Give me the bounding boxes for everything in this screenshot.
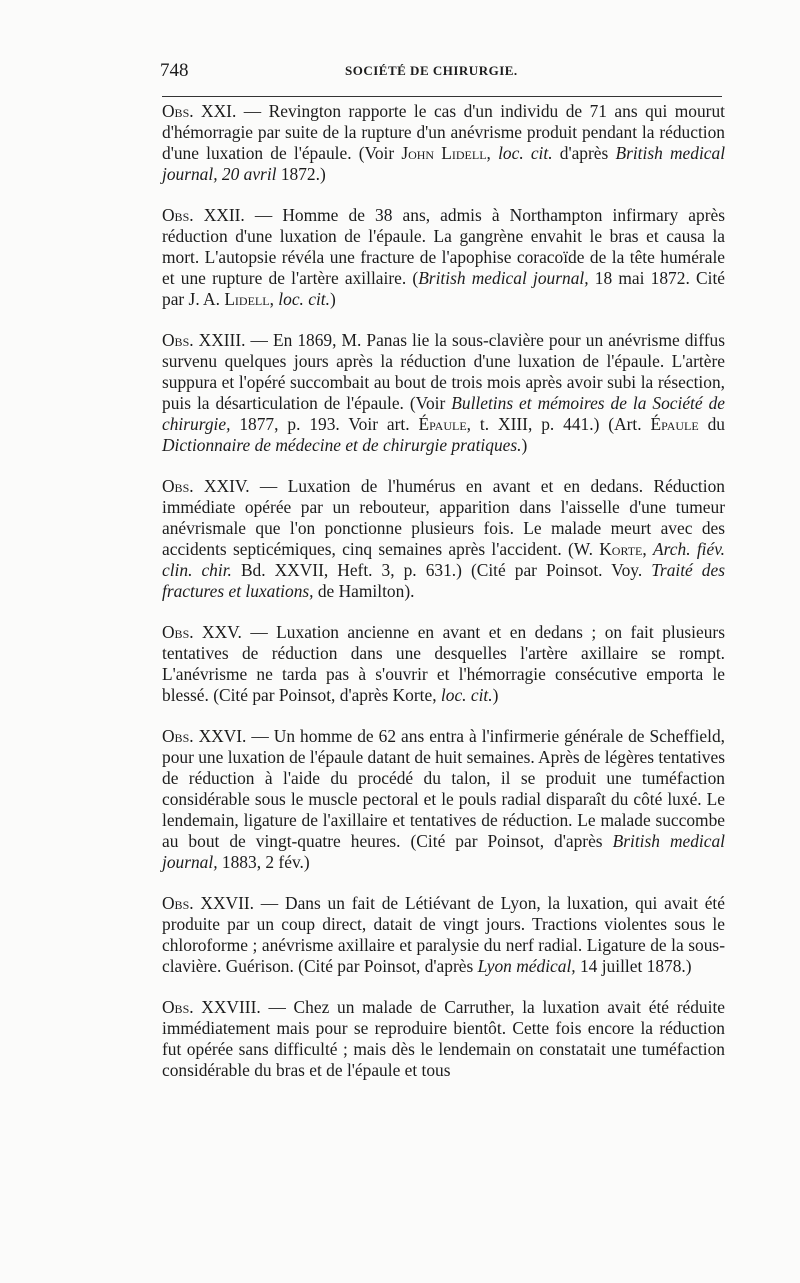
observation-text: d'après xyxy=(552,143,616,163)
observation-text: , t. XIII, p. 441.) (Art. xyxy=(466,414,651,434)
header-rule xyxy=(162,96,722,97)
running-head: SOCIÉTÉ DE CHIRURGIE. xyxy=(345,63,518,78)
body-text xyxy=(162,101,725,1101)
author-name: Korte xyxy=(599,539,643,559)
author-name: John Lidell xyxy=(401,143,487,163)
citation: British medical journal, xyxy=(162,831,726,872)
observation-text: — Revington rapporte le cas d'un individu de 71 ans qui mourut d'hémorragie par suite de la rupture d'un anévrisme produit pendant la réduction d'une luxation de l'épaule. (Voir xyxy=(162,101,725,163)
observation-xxii xyxy=(162,205,725,310)
citation: loc. cit. xyxy=(498,143,553,163)
observation-text: , xyxy=(269,289,279,309)
observation-xxiv xyxy=(162,476,725,602)
observation-label: Obs. XXIII. xyxy=(162,330,246,350)
author-name: Épaule xyxy=(650,414,699,434)
observation-label: Obs. XXII. xyxy=(162,205,245,225)
observation-text: — Chez un malade de Carruther, la luxation avait été réduite immédiatement mais pour se reproduire bientôt. Cette fois encore la réduction fut opérée sans difficulté ; mais dès le lendemain on constatait une tuméfaction considérable du bras et de l'épaule et tous xyxy=(162,997,725,1080)
observation-text: 14 juillet 1878.) xyxy=(575,956,692,976)
observation-text: du xyxy=(698,414,725,434)
observation-xxviii xyxy=(162,997,725,1081)
author-name: Lidell xyxy=(224,289,270,309)
observation-text: , xyxy=(642,539,654,559)
observation-text: ) xyxy=(492,685,499,705)
observation-label: Obs. XXVIII. xyxy=(162,997,261,1017)
observation-xxvi xyxy=(162,726,725,873)
observation-text: — Luxation ancienne en avant et en dedans ; on fait plusieurs tentatives de réduction dans une desquelles l'artère axillaire se rompt. L'anévrisme ne tarda pas à s'ouvrir et l'hémorragie consécutive emporta le blessé. (Cité par Poinsot, d'après Korte, xyxy=(162,622,725,705)
observation-xxv xyxy=(162,622,725,706)
page-header xyxy=(160,60,725,86)
observation-text: — Un homme de 62 ans entra à l'infirmerie générale de Scheffield, pour une luxation de l'épaule datant de huit semaines. Après de légères tentatives de réduction à l'aide du procédé du talon, il se produit une tuméfaction considérable sous le muscle pectoral et le pouls radial disparaît du côté luxé. Le lendemain, ligature de l'axillaire et tentatives de réduction. Le malade succombe au bout de vingt-quatre heures. (Cité par Poinsot, d'après xyxy=(162,726,725,851)
citation: Arch. fiév. clin. chir. xyxy=(162,539,726,580)
citation: Dictionnaire de médecine et de chirurgie pratiques. xyxy=(162,435,522,455)
observation-text: — Luxation de l'humérus en avant et en dedans. Réduction immédiate opérée par un rebouteur, apparition dans l'aisselle d'une tumeur anévrismale que l'on ponctionne plusieurs fois. Le malade meurt avec des accidents septicémiques, cinq semaines après l'accident. (W. xyxy=(162,476,725,559)
citation: Bulletins et mémoires de la Société de chirurgie, xyxy=(162,393,725,434)
observation-label: Obs. XXVII. xyxy=(162,893,254,913)
observation-xxvii xyxy=(162,893,725,977)
observation-label: Obs. XXV. xyxy=(162,622,242,642)
observation-text: ) xyxy=(521,435,528,455)
citation: loc. cit. xyxy=(440,685,493,705)
citation: British medical journal, xyxy=(418,268,589,288)
observation-text: Bd. XXVII, Heft. 3, p. 631.) (Cité par Poinsot. Voy. xyxy=(231,560,652,580)
author-name: Épaule xyxy=(418,414,467,434)
observation-text: ) xyxy=(329,289,336,309)
citation: British medical journal, 20 avril xyxy=(162,143,726,184)
observation-text: 1883, 2 fév.) xyxy=(217,852,310,872)
observation-text: 1877, p. 193. Voir art. xyxy=(230,414,419,434)
observation-xxi xyxy=(162,101,725,185)
citation: Traité des fractures et luxations, xyxy=(162,560,725,601)
observation-text: , xyxy=(486,143,499,163)
observation-text: — En 1869, M. Panas lie la sous-clavière pour un anévrisme diffus survenu quelques jours après la réduction d'une luxation de l'épaule. L'artère suppura et l'opéré succombait au bout de trois mois après avoir subi la résection, puis la désarticulation de l'épaule. (Voir xyxy=(162,330,725,413)
observation-text: de Hamilton). xyxy=(313,581,415,601)
observation-label: Obs. XXIV. xyxy=(162,476,250,496)
citation: Lyon médical, xyxy=(477,956,576,976)
observation-xxiii xyxy=(162,330,725,456)
observation-text: — Homme de 38 ans, admis à Northampton infirmary après réduction d'une luxation de l'épaule. La gangrène envahit le bras et causa la mort. L'autopsie révéla une fracture de l'apophise coracoïde de la tête humérale et une rupture de l'artère axillaire. ( xyxy=(162,205,725,288)
observation-text: 18 mai 1872. Cité par J. A. xyxy=(162,268,725,309)
page-number: 748 xyxy=(160,60,189,81)
observation-text: 1872.) xyxy=(276,164,326,184)
observation-label: Obs. XXI. xyxy=(162,101,237,121)
observation-label: Obs. XXVI. xyxy=(162,726,247,746)
citation: loc. cit. xyxy=(278,289,330,309)
observation-text: — Dans un fait de Létiévant de Lyon, la luxation, qui avait été produite par un coup direct, datait de vingt jours. Tractions violentes sous le chloroforme ; anévrisme axillaire et paralysie du nerf radial. Ligature de la sous-clavière. Guérison. (Cité par Poinsot, d'après xyxy=(162,893,725,976)
